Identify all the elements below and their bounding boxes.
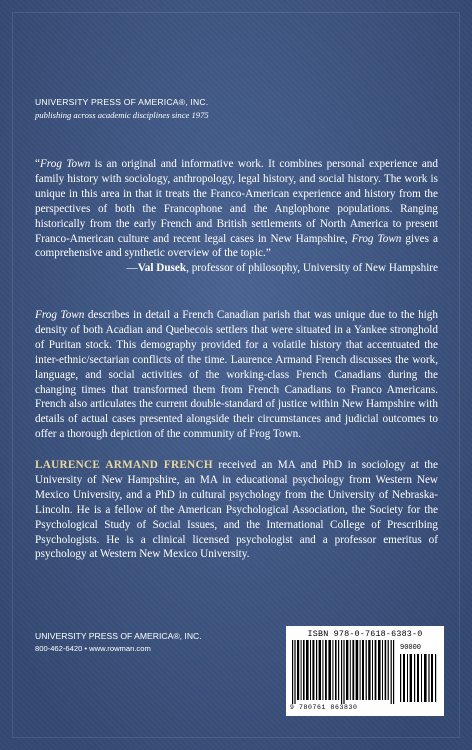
publisher-name-footer: UNIVERSITY PRESS OF AMERICA®, INC. [35,631,202,641]
description-body: describes in detail a French Canadian parish that was unique due to the high density of both Acadian and Quebecois settlers that were situated in a Yankee stronghold of Puritan stock. This demography provided for a volatile history that accentuated the inter-ethnic/sectarian conflicts of the time. Laurence Armand French discusses the work, language, and social activities of the working-class French Canadians during the changing times that transformed them from French Canadians to Franco Americans. French also articulates the current double-standard of justice within New Hampshire with details of actual cases presented alongside their circumstances and judicial outcomes to offer a thorough depiction of the community of Frog Town. [35,309,438,441]
blurb-text-part2: gives a comprehensive and synthetic overview of the topic.” [35,232,438,260]
attribution-dash: — [126,262,138,275]
author-bio [35,458,438,562]
blurb-attribution [35,261,438,276]
author-name: LAURENCE ARMAND FRENCH [35,459,213,471]
endorsement-blurb [35,157,438,276]
addon-barcode-icon [400,654,438,702]
endorser-name: Val Dusek [137,262,187,275]
blurb-text [35,157,438,261]
open-quote: “ [35,158,40,170]
blurb-text-part1: is an original and informative work. It combines personal experience and family history with sociology, anthropology, legal history, and social history. The work is unique in this area in that it treats the Franco-American experience and history from the perspectives of both the Francophone and the Anglophone populations. Ranging historically from the early French and British settlements of North America to present Franco-American culture and recent legal cases in New Hampshire, [35,158,438,245]
isbn-barcode [286,626,444,716]
bio-body: received an MA and PhD in sociology at the University of New Hampshire, an MA in educational psychology from Western New Mexico University, and a PhD in cultural psychology from the University of Nebraska-Lincoln. He is a fellow of the American Psychological Association, the Society for the Psychological Study of Social Issues, and the International College of Prescribing Psychologists. He is a clinical licensed psychologist and a professor emeritus of psychology at Western New Mexico University. [35,459,438,561]
price-code: 90000 [400,644,422,652]
book-title-ref: Frog Town [39,158,91,170]
publisher-tagline: publishing across academic disciplines since 1975 [35,110,209,120]
description-text [35,308,438,442]
isbn-number: ISBN 978-0-7618-6383-0 [307,629,423,639]
barcode-icon [292,640,396,704]
publisher-name: UNIVERSITY PRESS OF AMERICA®, INC. [35,97,209,107]
book-title-ref: Frog Town [351,232,402,245]
publisher-footer [35,630,202,654]
book-title-ref: Frog Town [35,309,85,321]
publisher-contact: 800-462-6420 • www.rowman.com [35,644,151,653]
publisher-header [35,96,209,121]
bio-text [35,458,438,562]
endorser-title: , professor of philosophy, University of New Hampshire [186,262,438,275]
book-description [35,308,438,442]
barcode-digits: 9 780761 863830 [290,704,358,711]
